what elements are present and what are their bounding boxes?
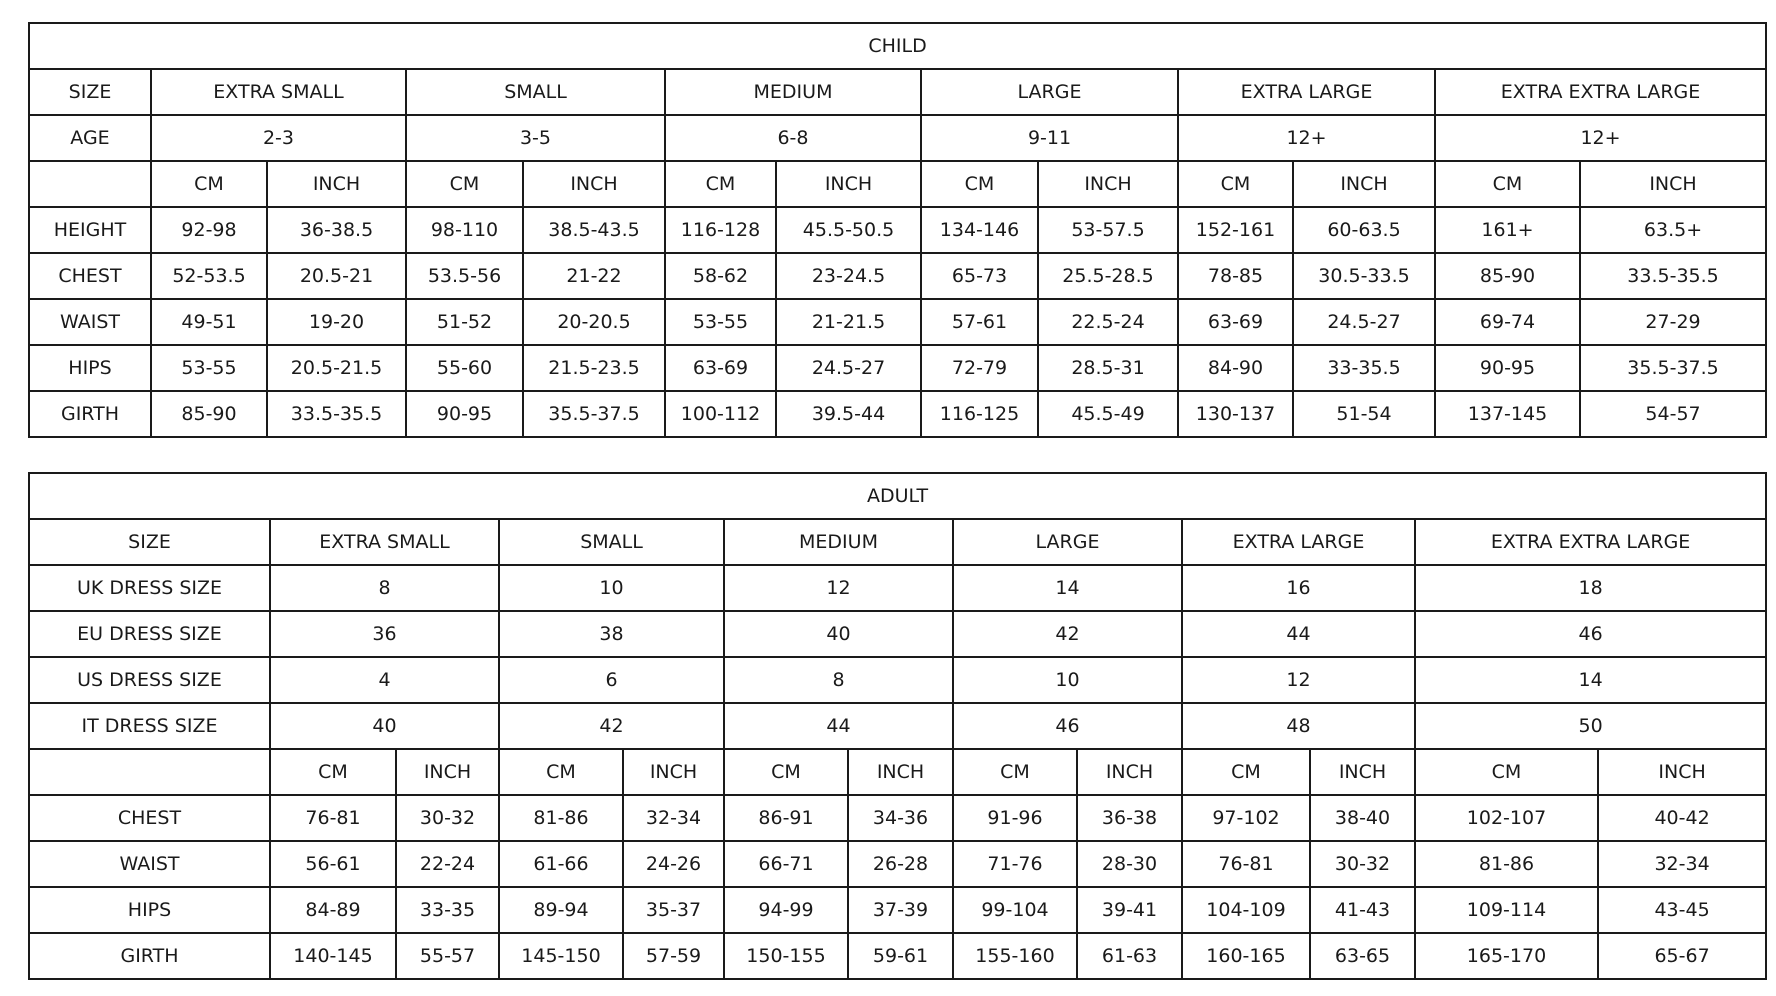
measure-cell: 35-37 xyxy=(623,887,724,933)
measure-cell: 57-59 xyxy=(623,933,724,979)
child-measurement-row xyxy=(29,299,1766,345)
unit-cm: CM xyxy=(499,749,623,795)
measure-cell: 61-63 xyxy=(1077,933,1182,979)
dress-size-cell: 12 xyxy=(1182,657,1415,703)
measure-cell: 65-73 xyxy=(921,253,1038,299)
measure-cell: 39.5-44 xyxy=(776,391,921,437)
measure-cell: 99-104 xyxy=(953,887,1077,933)
adult-dress-size-row xyxy=(29,611,1766,657)
row-label: EU DRESS SIZE xyxy=(29,611,270,657)
unit-cm: CM xyxy=(151,161,267,207)
adult-size-row xyxy=(29,519,1766,565)
measure-cell: 155-160 xyxy=(953,933,1077,979)
adult-table-title: ADULT xyxy=(29,473,1766,519)
measure-cell: 20.5-21.5 xyxy=(267,345,406,391)
adult-size-name: MEDIUM xyxy=(724,519,953,565)
measure-cell: 36-38 xyxy=(1077,795,1182,841)
unit-cm: CM xyxy=(406,161,523,207)
dress-size-cell: 8 xyxy=(270,565,499,611)
row-label: HEIGHT xyxy=(29,207,151,253)
measure-cell: 39-41 xyxy=(1077,887,1182,933)
measure-cell: 63-65 xyxy=(1310,933,1415,979)
dress-size-cell: 44 xyxy=(724,703,953,749)
measure-cell: 150-155 xyxy=(724,933,848,979)
adult-size-name: EXTRA LARGE xyxy=(1182,519,1415,565)
measure-cell: 24.5-27 xyxy=(776,345,921,391)
measure-cell: 41-43 xyxy=(1310,887,1415,933)
measure-cell: 32-34 xyxy=(623,795,724,841)
measure-cell: 98-110 xyxy=(406,207,523,253)
child-unit-row xyxy=(29,161,1766,207)
unit-cm: CM xyxy=(270,749,396,795)
measure-cell: 53-55 xyxy=(665,299,776,345)
child-measurement-row xyxy=(29,207,1766,253)
unit-cm: CM xyxy=(665,161,776,207)
measure-cell: 30-32 xyxy=(1310,841,1415,887)
unit-inch: INCH xyxy=(1077,749,1182,795)
measure-cell: 90-95 xyxy=(406,391,523,437)
child-size-name: MEDIUM xyxy=(665,69,921,115)
measure-cell: 92-98 xyxy=(151,207,267,253)
measure-cell: 137-145 xyxy=(1435,391,1580,437)
adult-measurement-row xyxy=(29,933,1766,979)
unit-cm: CM xyxy=(921,161,1038,207)
unit-cm: CM xyxy=(724,749,848,795)
measure-cell: 152-161 xyxy=(1178,207,1293,253)
measure-cell: 20.5-21 xyxy=(267,253,406,299)
dress-size-cell: 42 xyxy=(953,611,1182,657)
dress-size-cell: 38 xyxy=(499,611,724,657)
child-age-value: 12+ xyxy=(1435,115,1766,161)
dress-size-cell: 8 xyxy=(724,657,953,703)
row-label: WAIST xyxy=(29,299,151,345)
dress-size-cell: 46 xyxy=(1415,611,1766,657)
measure-cell: 23-24.5 xyxy=(776,253,921,299)
adult-size-table xyxy=(28,472,1767,980)
unit-cm: CM xyxy=(953,749,1077,795)
row-label: UK DRESS SIZE xyxy=(29,565,270,611)
measure-cell: 85-90 xyxy=(151,391,267,437)
measure-cell: 53-55 xyxy=(151,345,267,391)
measure-cell: 45.5-50.5 xyxy=(776,207,921,253)
measure-cell: 81-86 xyxy=(1415,841,1598,887)
dress-size-cell: 10 xyxy=(953,657,1182,703)
measure-cell: 33-35.5 xyxy=(1293,345,1435,391)
measure-cell: 72-79 xyxy=(921,345,1038,391)
unit-inch: INCH xyxy=(1038,161,1178,207)
measure-cell: 19-20 xyxy=(267,299,406,345)
measure-cell: 165-170 xyxy=(1415,933,1598,979)
measure-cell: 38-40 xyxy=(1310,795,1415,841)
measure-cell: 54-57 xyxy=(1580,391,1766,437)
child-age-value: 6-8 xyxy=(665,115,921,161)
adult-dress-size-row xyxy=(29,565,1766,611)
dress-size-cell: 46 xyxy=(953,703,1182,749)
measure-cell: 58-62 xyxy=(665,253,776,299)
measure-cell: 69-74 xyxy=(1435,299,1580,345)
measure-cell: 21-21.5 xyxy=(776,299,921,345)
child-age-row xyxy=(29,115,1766,161)
measure-cell: 24.5-27 xyxy=(1293,299,1435,345)
adult-unit-row xyxy=(29,749,1766,795)
measure-cell: 161+ xyxy=(1435,207,1580,253)
measure-cell: 60-63.5 xyxy=(1293,207,1435,253)
measure-cell: 28.5-31 xyxy=(1038,345,1178,391)
row-label: CHEST xyxy=(29,253,151,299)
measure-cell: 84-89 xyxy=(270,887,396,933)
measure-cell: 65-67 xyxy=(1598,933,1766,979)
row-label: HIPS xyxy=(29,887,270,933)
measure-cell: 116-125 xyxy=(921,391,1038,437)
measure-cell: 89-94 xyxy=(499,887,623,933)
measure-cell: 145-150 xyxy=(499,933,623,979)
dress-size-cell: 12 xyxy=(724,565,953,611)
measure-cell: 28-30 xyxy=(1077,841,1182,887)
measure-cell: 63-69 xyxy=(1178,299,1293,345)
unit-inch: INCH xyxy=(267,161,406,207)
unit-inch: INCH xyxy=(776,161,921,207)
measure-cell: 43-45 xyxy=(1598,887,1766,933)
child-title-row xyxy=(29,23,1766,69)
measure-cell: 109-114 xyxy=(1415,887,1598,933)
measure-cell: 134-146 xyxy=(921,207,1038,253)
measure-cell: 100-112 xyxy=(665,391,776,437)
measure-cell: 51-54 xyxy=(1293,391,1435,437)
measure-cell: 90-95 xyxy=(1435,345,1580,391)
adult-size-name: SMALL xyxy=(499,519,724,565)
measure-cell: 66-71 xyxy=(724,841,848,887)
row-label: WAIST xyxy=(29,841,270,887)
measure-cell: 53-57.5 xyxy=(1038,207,1178,253)
measure-cell: 20-20.5 xyxy=(523,299,665,345)
child-measurement-row xyxy=(29,391,1766,437)
unit-inch: INCH xyxy=(623,749,724,795)
measure-cell: 33.5-35.5 xyxy=(267,391,406,437)
unit-cm: CM xyxy=(1435,161,1580,207)
unit-cm: CM xyxy=(1182,749,1310,795)
child-age-value: 12+ xyxy=(1178,115,1435,161)
child-table-title: CHILD xyxy=(29,23,1766,69)
adult-unit-corner xyxy=(29,749,270,795)
adult-size-name: LARGE xyxy=(953,519,1182,565)
dress-size-cell: 40 xyxy=(270,703,499,749)
child-size-row xyxy=(29,69,1766,115)
dress-size-cell: 44 xyxy=(1182,611,1415,657)
row-label: HIPS xyxy=(29,345,151,391)
measure-cell: 78-85 xyxy=(1178,253,1293,299)
unit-inch: INCH xyxy=(1580,161,1766,207)
measure-cell: 52-53.5 xyxy=(151,253,267,299)
measure-cell: 22.5-24 xyxy=(1038,299,1178,345)
dress-size-cell: 6 xyxy=(499,657,724,703)
unit-inch: INCH xyxy=(1293,161,1435,207)
unit-inch: INCH xyxy=(1598,749,1766,795)
child-age-value: 3-5 xyxy=(406,115,665,161)
unit-inch: INCH xyxy=(523,161,665,207)
measure-cell: 160-165 xyxy=(1182,933,1310,979)
dress-size-cell: 48 xyxy=(1182,703,1415,749)
measure-cell: 85-90 xyxy=(1435,253,1580,299)
row-label: GIRTH xyxy=(29,391,151,437)
measure-cell: 76-81 xyxy=(1182,841,1310,887)
adult-title-row xyxy=(29,473,1766,519)
measure-cell: 130-137 xyxy=(1178,391,1293,437)
measure-cell: 86-91 xyxy=(724,795,848,841)
measure-cell: 36-38.5 xyxy=(267,207,406,253)
measure-cell: 55-57 xyxy=(396,933,499,979)
measure-cell: 140-145 xyxy=(270,933,396,979)
unit-cm: CM xyxy=(1178,161,1293,207)
row-label: CHEST xyxy=(29,795,270,841)
child-measurement-row xyxy=(29,253,1766,299)
measure-cell: 35.5-37.5 xyxy=(1580,345,1766,391)
child-size-name: EXTRA SMALL xyxy=(151,69,406,115)
child-age-label: AGE xyxy=(29,115,151,161)
measure-cell: 30.5-33.5 xyxy=(1293,253,1435,299)
unit-cm: CM xyxy=(1415,749,1598,795)
measure-cell: 33.5-35.5 xyxy=(1580,253,1766,299)
measure-cell: 45.5-49 xyxy=(1038,391,1178,437)
adult-dress-size-row xyxy=(29,657,1766,703)
measure-cell: 91-96 xyxy=(953,795,1077,841)
child-size-name: SMALL xyxy=(406,69,665,115)
measure-cell: 81-86 xyxy=(499,795,623,841)
measure-cell: 25.5-28.5 xyxy=(1038,253,1178,299)
measure-cell: 84-90 xyxy=(1178,345,1293,391)
measure-cell: 104-109 xyxy=(1182,887,1310,933)
measure-cell: 40-42 xyxy=(1598,795,1766,841)
child-size-table xyxy=(28,22,1767,438)
measure-cell: 61-66 xyxy=(499,841,623,887)
adult-measurement-row xyxy=(29,841,1766,887)
dress-size-cell: 10 xyxy=(499,565,724,611)
measure-cell: 57-61 xyxy=(921,299,1038,345)
adult-size-name: EXTRA SMALL xyxy=(270,519,499,565)
measure-cell: 24-26 xyxy=(623,841,724,887)
measure-cell: 59-61 xyxy=(848,933,953,979)
measure-cell: 34-36 xyxy=(848,795,953,841)
measure-cell: 56-61 xyxy=(270,841,396,887)
dress-size-cell: 4 xyxy=(270,657,499,703)
measure-cell: 63.5+ xyxy=(1580,207,1766,253)
measure-cell: 27-29 xyxy=(1580,299,1766,345)
child-age-value: 2-3 xyxy=(151,115,406,161)
dress-size-cell: 36 xyxy=(270,611,499,657)
dress-size-cell: 50 xyxy=(1415,703,1766,749)
unit-inch: INCH xyxy=(1310,749,1415,795)
measure-cell: 32-34 xyxy=(1598,841,1766,887)
child-size-name: LARGE xyxy=(921,69,1178,115)
child-size-label: SIZE xyxy=(29,69,151,115)
dress-size-cell: 14 xyxy=(953,565,1182,611)
child-measurement-row xyxy=(29,345,1766,391)
adult-size-name: EXTRA EXTRA LARGE xyxy=(1415,519,1766,565)
measure-cell: 76-81 xyxy=(270,795,396,841)
measure-cell: 26-28 xyxy=(848,841,953,887)
measure-cell: 37-39 xyxy=(848,887,953,933)
unit-inch: INCH xyxy=(396,749,499,795)
row-label: GIRTH xyxy=(29,933,270,979)
child-size-name: EXTRA EXTRA LARGE xyxy=(1435,69,1766,115)
measure-cell: 33-35 xyxy=(396,887,499,933)
adult-measurement-row xyxy=(29,795,1766,841)
measure-cell: 53.5-56 xyxy=(406,253,523,299)
measure-cell: 38.5-43.5 xyxy=(523,207,665,253)
measure-cell: 21.5-23.5 xyxy=(523,345,665,391)
measure-cell: 35.5-37.5 xyxy=(523,391,665,437)
adult-dress-size-row xyxy=(29,703,1766,749)
dress-size-cell: 18 xyxy=(1415,565,1766,611)
dress-size-cell: 40 xyxy=(724,611,953,657)
measure-cell: 71-76 xyxy=(953,841,1077,887)
measure-cell: 94-99 xyxy=(724,887,848,933)
unit-inch: INCH xyxy=(848,749,953,795)
child-age-value: 9-11 xyxy=(921,115,1178,161)
measure-cell: 21-22 xyxy=(523,253,665,299)
dress-size-cell: 42 xyxy=(499,703,724,749)
child-size-name: EXTRA LARGE xyxy=(1178,69,1435,115)
child-unit-corner xyxy=(29,161,151,207)
row-label: US DRESS SIZE xyxy=(29,657,270,703)
measure-cell: 22-24 xyxy=(396,841,499,887)
measure-cell: 49-51 xyxy=(151,299,267,345)
measure-cell: 55-60 xyxy=(406,345,523,391)
measure-cell: 102-107 xyxy=(1415,795,1598,841)
measure-cell: 97-102 xyxy=(1182,795,1310,841)
dress-size-cell: 14 xyxy=(1415,657,1766,703)
adult-measurement-row xyxy=(29,887,1766,933)
measure-cell: 51-52 xyxy=(406,299,523,345)
dress-size-cell: 16 xyxy=(1182,565,1415,611)
measure-cell: 63-69 xyxy=(665,345,776,391)
adult-size-label: SIZE xyxy=(29,519,270,565)
measure-cell: 116-128 xyxy=(665,207,776,253)
row-label: IT DRESS SIZE xyxy=(29,703,270,749)
measure-cell: 30-32 xyxy=(396,795,499,841)
